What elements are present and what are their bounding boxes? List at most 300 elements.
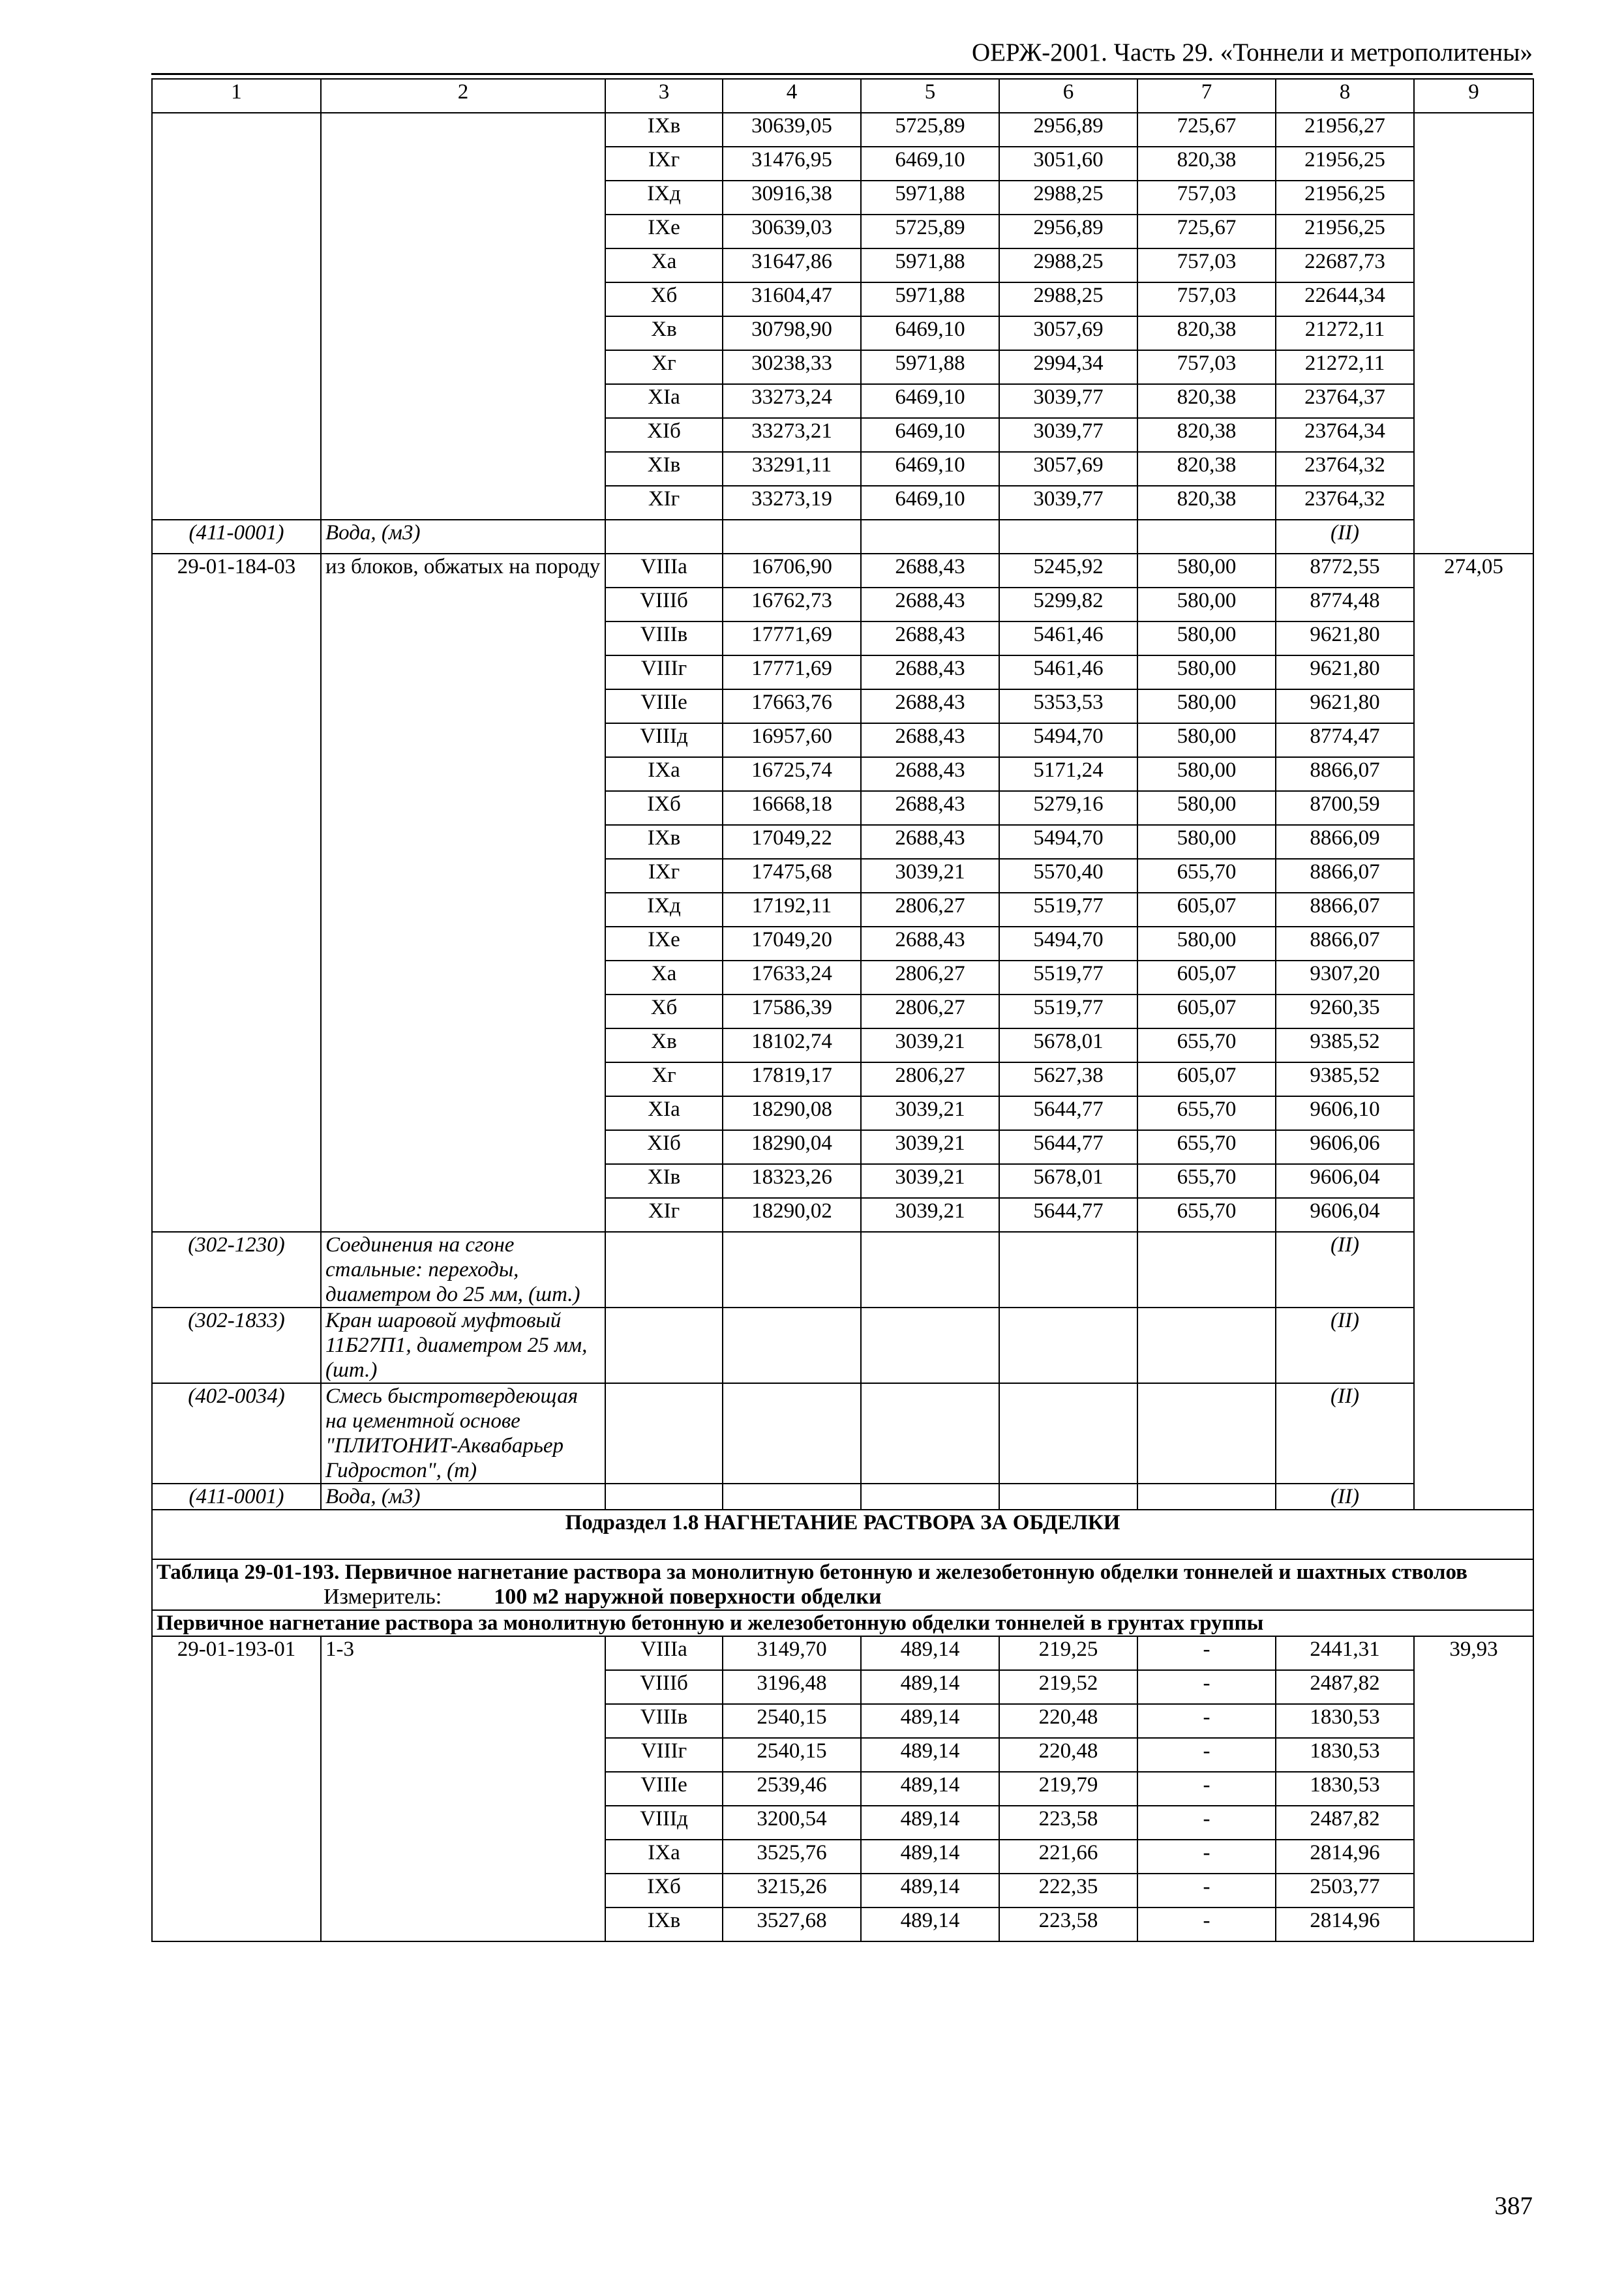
value-cell: 757,03 — [1137, 181, 1276, 215]
value-cell: 21272,11 — [1276, 316, 1414, 350]
value-cell: 23764,32 — [1276, 486, 1414, 520]
resource-name: Смесь быстротвердеющая на цементной основе "ПЛИТОНИТ-Аквабарьер Гидростоп", (т) — [321, 1383, 605, 1484]
value-cell: 3525,76 — [723, 1840, 861, 1874]
resource-name: Соединения на сгоне стальные: переходы, диаметром до 25 мм, (шт.) — [321, 1232, 605, 1308]
empty-cell — [605, 1232, 723, 1308]
value-cell: 8774,48 — [1276, 588, 1414, 621]
value-cell: 5644,77 — [999, 1198, 1137, 1232]
table-title-row — [152, 1559, 1533, 1610]
value-cell: 1830,53 — [1276, 1704, 1414, 1738]
value-cell: 16725,74 — [723, 757, 861, 791]
value-cell: 17771,69 — [723, 621, 861, 655]
value-cell: 757,03 — [1137, 350, 1276, 384]
zone-cell: VIIIб — [605, 1670, 723, 1704]
value-cell: 3057,69 — [999, 452, 1137, 486]
value-cell: 5461,46 — [999, 621, 1137, 655]
zone-cell: IXв — [605, 1908, 723, 1941]
resource-mark: (II) — [1276, 1232, 1414, 1308]
value-cell: 17475,68 — [723, 859, 861, 893]
value-cell: 223,58 — [999, 1806, 1137, 1840]
value-cell: 1830,53 — [1276, 1738, 1414, 1772]
value-cell: 2441,31 — [1276, 1636, 1414, 1670]
value-cell: 30639,05 — [723, 113, 861, 147]
page-header: ОЕРЖ-2001. Часть 29. «Тоннели и метрополитены» — [971, 38, 1533, 67]
zone-cell: IXг — [605, 147, 723, 181]
value-cell: 605,07 — [1137, 961, 1276, 995]
value-cell: 580,00 — [1137, 927, 1276, 961]
resource-mark: (II) — [1276, 520, 1414, 554]
value-cell: 31647,86 — [723, 248, 861, 282]
column-number: 2 — [321, 79, 605, 113]
col9-cell: 274,05 — [1414, 554, 1533, 1510]
value-cell: 6469,10 — [861, 486, 999, 520]
zone-cell: XIв — [605, 1164, 723, 1198]
value-cell: 223,58 — [999, 1908, 1137, 1941]
value-cell: 3039,21 — [861, 1198, 999, 1232]
value-cell: 725,67 — [1137, 113, 1276, 147]
zone-cell: VIIIд — [605, 1806, 723, 1840]
empty-cell — [999, 1308, 1137, 1383]
value-cell: 655,70 — [1137, 1028, 1276, 1062]
value-cell: 5971,88 — [861, 248, 999, 282]
value-cell: - — [1137, 1772, 1276, 1806]
value-cell: 17049,20 — [723, 927, 861, 961]
zone-cell: XIб — [605, 418, 723, 452]
resource-note-row — [152, 520, 1533, 554]
empty-cell — [605, 1308, 723, 1383]
value-cell: 8866,09 — [1276, 825, 1414, 859]
empty-cell — [1137, 520, 1276, 554]
empty-cell — [723, 1383, 861, 1484]
code-cell: 29-01-193-01 — [152, 1636, 321, 1941]
meter — [323, 1585, 882, 1609]
value-cell: 17192,11 — [723, 893, 861, 927]
subsection-row — [152, 1510, 1533, 1559]
value-cell: 3039,21 — [861, 1164, 999, 1198]
value-cell: - — [1137, 1670, 1276, 1704]
empty-cell — [999, 520, 1137, 554]
value-cell: 22687,73 — [1276, 248, 1414, 282]
resource-name: Кран шаровой муфтовый 11Б27П1, диаметром 25 мм, (шт.) — [321, 1308, 605, 1383]
value-cell: 33273,24 — [723, 384, 861, 418]
value-cell: 2539,46 — [723, 1772, 861, 1806]
column-number: 7 — [1137, 79, 1276, 113]
value-cell: 5644,77 — [999, 1130, 1137, 1164]
value-cell: 8866,07 — [1276, 757, 1414, 791]
empty-cell — [999, 1232, 1137, 1308]
zone-cell: Xв — [605, 316, 723, 350]
value-cell: 5725,89 — [861, 215, 999, 248]
zone-cell: IXд — [605, 893, 723, 927]
value-cell: 23764,32 — [1276, 452, 1414, 486]
zone-cell: XIв — [605, 452, 723, 486]
page-number: 387 — [1494, 2192, 1533, 2220]
value-cell: 16706,90 — [723, 554, 861, 588]
value-cell: 8866,07 — [1276, 859, 1414, 893]
value-cell: 22644,34 — [1276, 282, 1414, 316]
name-cell: из блоков, обжатых на породу — [321, 554, 605, 1232]
value-cell: 3527,68 — [723, 1908, 861, 1941]
zone-cell: XIа — [605, 1096, 723, 1130]
value-cell: 580,00 — [1137, 791, 1276, 825]
zone-cell: IXв — [605, 825, 723, 859]
value-cell: 5725,89 — [861, 113, 999, 147]
value-cell: 2487,82 — [1276, 1670, 1414, 1704]
zone-cell: XIа — [605, 384, 723, 418]
value-cell: 5678,01 — [999, 1028, 1137, 1062]
value-cell: 489,14 — [861, 1874, 999, 1908]
column-number: 5 — [861, 79, 999, 113]
table-row — [152, 1636, 1533, 1670]
zone-cell: XIг — [605, 486, 723, 520]
value-cell: 3200,54 — [723, 1806, 861, 1840]
value-cell: 33273,21 — [723, 418, 861, 452]
value-cell: - — [1137, 1908, 1276, 1941]
column-number: 4 — [723, 79, 861, 113]
zone-cell: XIб — [605, 1130, 723, 1164]
empty-cell — [1137, 1383, 1276, 1484]
value-cell: 8774,47 — [1276, 723, 1414, 757]
value-cell: 9385,52 — [1276, 1028, 1414, 1062]
value-cell: 820,38 — [1137, 384, 1276, 418]
value-cell: 5519,77 — [999, 995, 1137, 1028]
value-cell: 2503,77 — [1276, 1874, 1414, 1908]
table-subtitle: Первичное нагнетание раствора за монолитную бетонную и железобетонную обделки тоннелей в грунтах группы — [152, 1610, 1533, 1636]
value-cell: 580,00 — [1137, 723, 1276, 757]
value-cell: 489,14 — [861, 1636, 999, 1670]
value-cell: 605,07 — [1137, 995, 1276, 1028]
empty-cell — [723, 1308, 861, 1383]
value-cell: 219,52 — [999, 1670, 1137, 1704]
empty-cell — [861, 1484, 999, 1510]
value-cell: 3039,21 — [861, 1130, 999, 1164]
value-cell: 655,70 — [1137, 1198, 1276, 1232]
value-cell: 820,38 — [1137, 452, 1276, 486]
value-cell: 5570,40 — [999, 859, 1137, 893]
empty-cell — [605, 520, 723, 554]
value-cell: 3039,77 — [999, 486, 1137, 520]
value-cell: 2956,89 — [999, 113, 1137, 147]
value-cell: 31476,95 — [723, 147, 861, 181]
zone-cell: IXе — [605, 215, 723, 248]
value-cell: - — [1137, 1738, 1276, 1772]
name-cell: 1-3 — [321, 1636, 605, 1941]
value-cell: 9606,04 — [1276, 1198, 1414, 1232]
value-cell: 17771,69 — [723, 655, 861, 689]
column-number: 3 — [605, 79, 723, 113]
value-cell: - — [1137, 1840, 1276, 1874]
value-cell: 9606,04 — [1276, 1164, 1414, 1198]
value-cell: 2688,43 — [861, 689, 999, 723]
value-cell: 2806,27 — [861, 995, 999, 1028]
name-cell — [321, 113, 605, 520]
value-cell: 21956,25 — [1276, 181, 1414, 215]
value-cell: 2956,89 — [999, 215, 1137, 248]
value-cell: 580,00 — [1137, 655, 1276, 689]
value-cell: 3057,69 — [999, 316, 1137, 350]
zone-cell: VIIIг — [605, 655, 723, 689]
value-cell: 5279,16 — [999, 791, 1137, 825]
value-cell: 2688,43 — [861, 655, 999, 689]
value-cell: 3039,21 — [861, 1028, 999, 1062]
table-row — [152, 554, 1533, 588]
value-cell: 489,14 — [861, 1840, 999, 1874]
value-cell: - — [1137, 1806, 1276, 1840]
value-cell: 757,03 — [1137, 282, 1276, 316]
value-cell: 2806,27 — [861, 1062, 999, 1096]
zone-cell: VIIIб — [605, 588, 723, 621]
value-cell: 820,38 — [1137, 418, 1276, 452]
empty-cell — [999, 1484, 1137, 1510]
value-cell: 605,07 — [1137, 893, 1276, 927]
value-cell: 580,00 — [1137, 554, 1276, 588]
value-cell: - — [1137, 1874, 1276, 1908]
value-cell: 5245,92 — [999, 554, 1137, 588]
value-cell: 9307,20 — [1276, 961, 1414, 995]
value-cell: 21956,25 — [1276, 147, 1414, 181]
resource-code: (302-1230) — [152, 1232, 321, 1308]
value-cell: 17819,17 — [723, 1062, 861, 1096]
value-cell: 8772,55 — [1276, 554, 1414, 588]
value-cell: 5519,77 — [999, 893, 1137, 927]
value-cell: 655,70 — [1137, 859, 1276, 893]
value-cell: 30639,03 — [723, 215, 861, 248]
zone-cell: IXа — [605, 1840, 723, 1874]
value-cell: 655,70 — [1137, 1164, 1276, 1198]
value-cell: 2540,15 — [723, 1704, 861, 1738]
table-row — [152, 113, 1533, 147]
value-cell: 30798,90 — [723, 316, 861, 350]
zone-cell: IXв — [605, 113, 723, 147]
value-cell: 3149,70 — [723, 1636, 861, 1670]
empty-cell — [723, 520, 861, 554]
zone-cell: IXа — [605, 757, 723, 791]
value-cell: 220,48 — [999, 1738, 1137, 1772]
zone-cell: VIIIа — [605, 1636, 723, 1670]
value-cell: 17633,24 — [723, 961, 861, 995]
zone-cell: Xг — [605, 350, 723, 384]
value-cell: 21956,27 — [1276, 113, 1414, 147]
value-cell: 23764,37 — [1276, 384, 1414, 418]
zone-cell: VIIIа — [605, 554, 723, 588]
resource-note-row — [152, 1383, 1533, 1484]
column-number: 6 — [999, 79, 1137, 113]
zone-cell: VIIIв — [605, 1704, 723, 1738]
zone-cell: Xб — [605, 282, 723, 316]
resource-code: (402-0034) — [152, 1383, 321, 1484]
value-cell: 3051,60 — [999, 147, 1137, 181]
col9-cell — [1414, 113, 1533, 554]
value-cell: 2994,34 — [999, 350, 1137, 384]
value-cell: 2688,43 — [861, 825, 999, 859]
resource-mark: (II) — [1276, 1484, 1414, 1510]
value-cell: 17049,22 — [723, 825, 861, 859]
resource-note-row — [152, 1308, 1533, 1383]
resource-name: Вода, (м3) — [321, 520, 605, 554]
zone-cell: VIIIг — [605, 1738, 723, 1772]
value-cell: 9621,80 — [1276, 689, 1414, 723]
value-cell: 2988,25 — [999, 181, 1137, 215]
empty-cell — [861, 1232, 999, 1308]
zone-cell: Xа — [605, 248, 723, 282]
value-cell: 5171,24 — [999, 757, 1137, 791]
zone-cell: VIIIе — [605, 1772, 723, 1806]
empty-cell — [1137, 1232, 1276, 1308]
value-cell: 2487,82 — [1276, 1806, 1414, 1840]
value-cell: 219,25 — [999, 1636, 1137, 1670]
meter-label: Измеритель: — [323, 1585, 442, 1609]
value-cell: 489,14 — [861, 1738, 999, 1772]
value-cell: 6469,10 — [861, 316, 999, 350]
value-cell: 31604,47 — [723, 282, 861, 316]
zone-cell: XIг — [605, 1198, 723, 1232]
subsection-title: Подраздел 1.8 НАГНЕТАНИЕ РАСТВОРА ЗА ОБДЕЛКИ — [152, 1510, 1533, 1559]
value-cell: 221,66 — [999, 1840, 1137, 1874]
table-subtitle-row — [152, 1610, 1533, 1636]
zone-cell: IXд — [605, 181, 723, 215]
value-cell: 33291,11 — [723, 452, 861, 486]
value-cell: 5353,53 — [999, 689, 1137, 723]
col9-cell: 39,93 — [1414, 1636, 1533, 1941]
value-cell: 605,07 — [1137, 1062, 1276, 1096]
value-cell: 2806,27 — [861, 893, 999, 927]
resource-code: (302-1833) — [152, 1308, 321, 1383]
zone-cell: VIIIд — [605, 723, 723, 757]
zone-cell: Xг — [605, 1062, 723, 1096]
value-cell: 18290,08 — [723, 1096, 861, 1130]
value-cell: 2988,25 — [999, 248, 1137, 282]
empty-cell — [1137, 1484, 1276, 1510]
value-cell: 2688,43 — [861, 791, 999, 825]
empty-cell — [605, 1484, 723, 1510]
value-cell: 489,14 — [861, 1806, 999, 1840]
value-cell: 5494,70 — [999, 723, 1137, 757]
zone-cell: Xб — [605, 995, 723, 1028]
zone-cell: Xв — [605, 1028, 723, 1062]
value-cell: 5971,88 — [861, 350, 999, 384]
value-cell: 3196,48 — [723, 1670, 861, 1704]
column-number: 1 — [152, 79, 321, 113]
value-cell: 580,00 — [1137, 689, 1276, 723]
resource-name: Вода, (м3) — [321, 1484, 605, 1510]
zone-cell: Xа — [605, 961, 723, 995]
value-cell: 222,35 — [999, 1874, 1137, 1908]
value-cell: 5644,77 — [999, 1096, 1137, 1130]
value-cell: 9385,52 — [1276, 1062, 1414, 1096]
value-cell: 5678,01 — [999, 1164, 1137, 1198]
value-cell: 5299,82 — [999, 588, 1137, 621]
value-cell: 2988,25 — [999, 282, 1137, 316]
value-cell: 757,03 — [1137, 248, 1276, 282]
value-cell: 9621,80 — [1276, 621, 1414, 655]
value-cell: 3039,77 — [999, 384, 1137, 418]
value-cell: 2806,27 — [861, 961, 999, 995]
zone-cell: VIIIе — [605, 689, 723, 723]
value-cell: 220,48 — [999, 1704, 1137, 1738]
value-cell: 23764,34 — [1276, 418, 1414, 452]
value-cell: 30238,33 — [723, 350, 861, 384]
header-rule — [151, 73, 1533, 75]
value-cell: 3039,21 — [861, 1096, 999, 1130]
value-cell: 5627,38 — [999, 1062, 1137, 1096]
value-cell: 580,00 — [1137, 621, 1276, 655]
value-cell: 5461,46 — [999, 655, 1137, 689]
value-cell: 6469,10 — [861, 418, 999, 452]
zone-cell: IXг — [605, 859, 723, 893]
value-cell: 219,79 — [999, 1772, 1137, 1806]
value-cell: 5494,70 — [999, 825, 1137, 859]
value-cell: 2688,43 — [861, 757, 999, 791]
value-cell: 725,67 — [1137, 215, 1276, 248]
value-cell: 6469,10 — [861, 384, 999, 418]
value-cell: 3039,77 — [999, 418, 1137, 452]
code-cell — [152, 113, 321, 520]
value-cell: 2688,43 — [861, 621, 999, 655]
value-cell: - — [1137, 1704, 1276, 1738]
value-cell: 820,38 — [1137, 147, 1276, 181]
zone-cell: IXе — [605, 927, 723, 961]
empty-cell — [1137, 1308, 1276, 1383]
value-cell: 2688,43 — [861, 723, 999, 757]
value-cell: 5519,77 — [999, 961, 1137, 995]
value-cell: 18323,26 — [723, 1164, 861, 1198]
value-cell: 9606,06 — [1276, 1130, 1414, 1164]
value-cell: 16668,18 — [723, 791, 861, 825]
value-cell: 3215,26 — [723, 1874, 861, 1908]
value-cell: 6469,10 — [861, 147, 999, 181]
value-cell: 489,14 — [861, 1908, 999, 1941]
zone-cell: VIIIв — [605, 621, 723, 655]
empty-cell — [723, 1232, 861, 1308]
value-cell: 21272,11 — [1276, 350, 1414, 384]
value-cell: 580,00 — [1137, 825, 1276, 859]
table-title-cell — [152, 1559, 1533, 1610]
value-cell: 489,14 — [861, 1772, 999, 1806]
value-cell: 820,38 — [1137, 486, 1276, 520]
value-cell: 17586,39 — [723, 995, 861, 1028]
value-cell: 8866,07 — [1276, 893, 1414, 927]
empty-cell — [999, 1383, 1137, 1484]
value-cell: 5971,88 — [861, 181, 999, 215]
value-cell: 8866,07 — [1276, 927, 1414, 961]
column-number: 8 — [1276, 79, 1414, 113]
value-cell: 33273,19 — [723, 486, 861, 520]
value-cell: 2688,43 — [861, 588, 999, 621]
value-cell: 9621,80 — [1276, 655, 1414, 689]
table-title: Таблица 29-01-193. Первичное нагнетание раствора за монолитную бетонную и железобетонную обделки тоннелей и шахтных стволов — [157, 1561, 1467, 1584]
resource-mark: (II) — [1276, 1308, 1414, 1383]
rates-table — [151, 78, 1534, 1942]
value-cell: 18102,74 — [723, 1028, 861, 1062]
resource-code: (411-0001) — [152, 1484, 321, 1510]
value-cell: 5494,70 — [999, 927, 1137, 961]
value-cell: 9260,35 — [1276, 995, 1414, 1028]
resource-code: (411-0001) — [152, 520, 321, 554]
resource-note-row — [152, 1484, 1533, 1510]
value-cell: - — [1137, 1636, 1276, 1670]
value-cell: 820,38 — [1137, 316, 1276, 350]
value-cell: 2814,96 — [1276, 1840, 1414, 1874]
value-cell: 489,14 — [861, 1670, 999, 1704]
resource-mark: (II) — [1276, 1383, 1414, 1484]
value-cell: 580,00 — [1137, 588, 1276, 621]
empty-cell — [861, 1383, 999, 1484]
value-cell: 16762,73 — [723, 588, 861, 621]
value-cell: 9606,10 — [1276, 1096, 1414, 1130]
value-cell: 30916,38 — [723, 181, 861, 215]
empty-cell — [723, 1484, 861, 1510]
value-cell: 18290,04 — [723, 1130, 861, 1164]
